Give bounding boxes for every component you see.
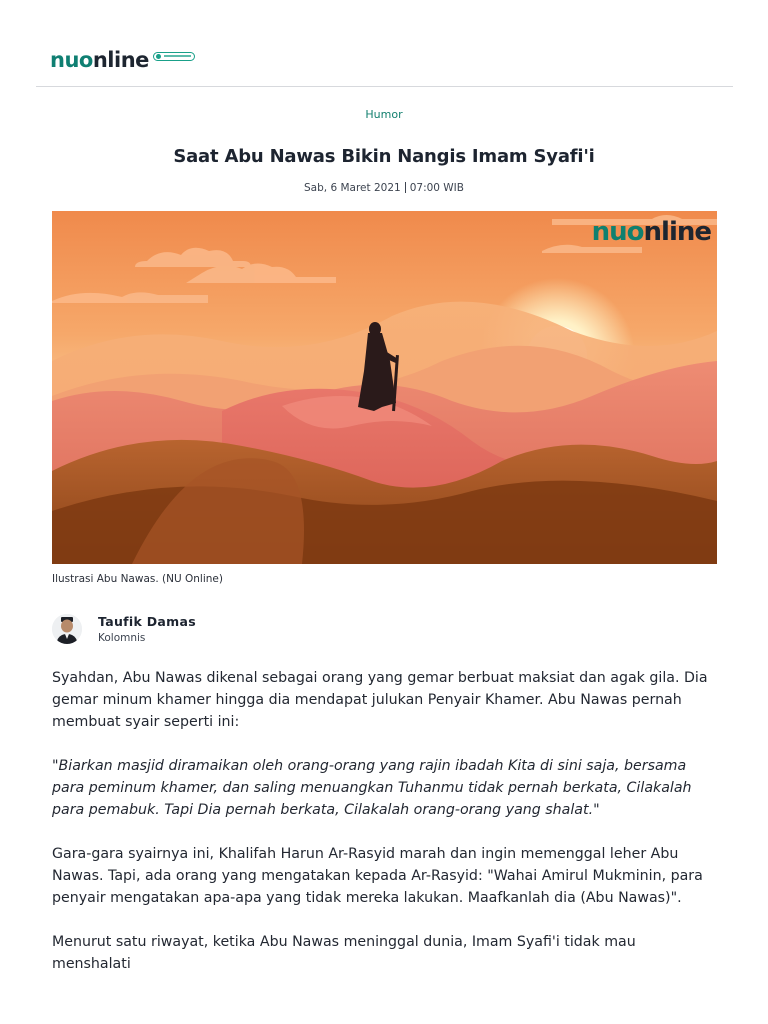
publish-time: 07:00 WIB <box>409 182 464 194</box>
author-block[interactable] <box>52 613 196 645</box>
author-name[interactable]: Taufik Damas <box>98 614 196 629</box>
publish-date: Sab, 6 Maret 2021 <box>304 182 401 194</box>
image-watermark-logo: nuonline <box>591 217 711 247</box>
logo-wordmark: nuonline <box>50 47 149 72</box>
hero-illustration <box>52 211 717 564</box>
paragraph: Gara-gara syairnya ini, Khalifah Harun Ar-Rasyid marah dan ingin memenggal leher Abu Nawas. Tapi, ada orang yang mengatakan kepada Ar-Rasyid: "Wahai Amirul Mukminin, para penyair mengatakan apa-apa yang tidak mereka lakukan. Maafkanlah dia (Abu Nawas)". <box>52 846 703 906</box>
anniversary-badge-icon <box>153 52 195 61</box>
image-caption: Ilustrasi Abu Nawas. (NU Online) <box>52 573 223 585</box>
article-meta <box>0 182 768 194</box>
site-header <box>0 0 768 86</box>
category-link[interactable]: Humor <box>365 108 403 121</box>
article-title: Saat Abu Nawas Bikin Nangis Imam Syafi'i <box>173 146 595 167</box>
article-body <box>52 667 717 997</box>
avatar-image <box>52 614 82 644</box>
quote-paragraph: "Biarkan masjid diramaikan oleh orang-orang yang rajin ibadah Kita di sini saja, bersama para peminum khamer, dan saling menuangkan Tuhanmu tidak pernah berkata, Cilakalah para pemabuk. Tapi Dia pernah berkata, Cilakalah orang-orang yang shalat." <box>52 758 692 818</box>
author-role: Kolomnis <box>98 632 146 644</box>
header-divider <box>36 86 733 87</box>
author-avatar[interactable] <box>52 614 82 644</box>
paragraph: Syahdan, Abu Nawas dikenal sebagai orang yang gemar berbuat maksiat dan agak gila. Dia gemar minum khamer hingga dia mendapat julukan Penyair Khamer. Abu Nawas pernah membuat syair seperti ini: <box>52 670 708 730</box>
author-info <box>98 614 196 644</box>
desert-scene-image <box>52 211 717 564</box>
nu-online-logo[interactable] <box>50 46 195 74</box>
paragraph: Menurut satu riwayat, ketika Abu Nawas meninggal dunia, Imam Syafi'i tidak mau menshalati <box>52 934 636 972</box>
